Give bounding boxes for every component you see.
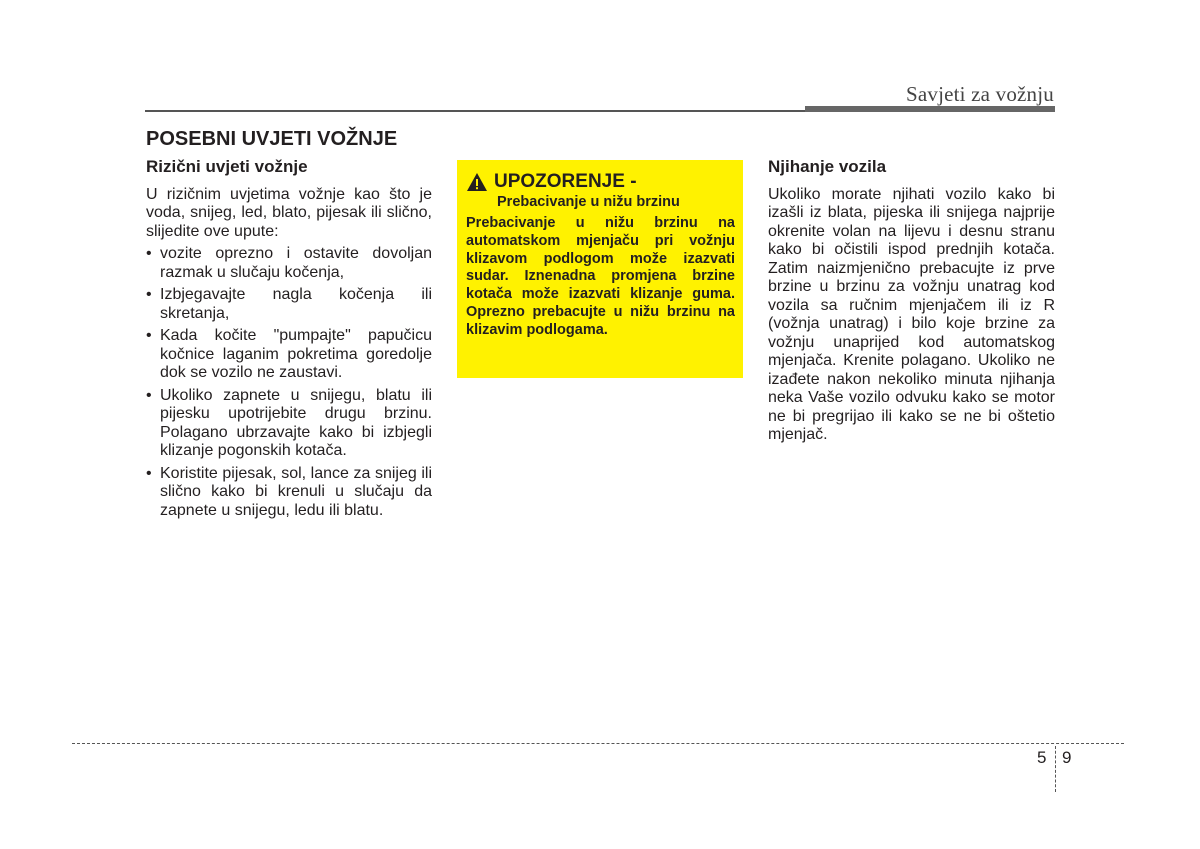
header-title: Savjeti za vožnju: [905, 82, 1054, 106]
footer-rule: [72, 743, 1124, 744]
list-item-text: vozite oprezno i ostavite dovoljan razmak u slučaju kočenja,: [160, 245, 432, 281]
list-item-text: Koristite pijesak, sol, lance za snijeg ili slično kako bi krenuli u slučaju da zapnete u snijegu, ledu ili blatu.: [160, 464, 432, 519]
warning-body: Prebacivanje u nižu brzinu na automatskom mjenjaču pri vožnju klizavom podlogom može izazvati sudar. Iznenadna promjena brzine kotača može izazvati klizanje guma. Oprezno prebacujte u nižu brzinu na klizavim podlogama.: [466, 215, 735, 338]
header-rule-accent: [805, 106, 1055, 112]
warning-title: UPOZORENJE -: [494, 171, 637, 192]
list-item-text: Kada kočite "pumpajte" papučicu kočnice laganim pokretima goredolje dok se vozilo ne zaustavi.: [160, 327, 432, 381]
bullet-dot: •: [146, 286, 152, 303]
bullet-dot: •: [146, 245, 152, 262]
left-heading: Rizični uvjeti vožnje: [146, 157, 308, 176]
list-item: [146, 387, 432, 461]
list-item-text: Izbjegavajte nagla kočenja ili skretanja,: [160, 286, 432, 322]
list-item-text: Ukoliko zapnete u snijegu, blatu ili pijesku upotrijebite drugu brzinu. Polagano ubrzavajte kako bi izbjegli klizanje pogonskih kotača.: [160, 386, 432, 459]
list-item: [146, 245, 432, 282]
left-intro: U rizičnim uvjetima vožnje kao što je voda, snijeg, led, blato, pijesak ili slično, slijedite ove upute:: [146, 185, 432, 240]
hazard-list: [146, 245, 432, 520]
list-item: [146, 286, 432, 323]
chapter-number: 5: [1037, 748, 1047, 767]
header-rule: [145, 110, 805, 112]
list-item: [146, 327, 432, 383]
page-divider: [1055, 746, 1056, 792]
list-item: [146, 465, 432, 521]
warning-header: [466, 171, 735, 193]
warning-box: [457, 160, 743, 378]
right-body: Ukoliko morate njihati vozilo kako bi izašli iz blata, pijeska ili snijega najprije okrenite volan na lijevu i desnu stranu kako bi očistili ispod prednjih kotača. Zatim naizmjenično prebacujte iz prve brzine u brzinu za vožnju unatrag kod vozila sa ručnim mjenjačem ili iz R (vožnja unatrag) i bilo koje brzine za vožnju unaprijed kod automatskog mjenjača. Krenite polagano. Ukoliko ne izađete nakon nekoliko minuta njihanja neka Vaše vozilo odvuku kako se motor ne bi pregrijao ili kako se ne bi oštetio mjenjač.: [768, 185, 1055, 443]
warning-subtitle: Prebacivanje u nižu brzinu: [497, 194, 680, 210]
bullet-dot: •: [146, 386, 152, 404]
section-title: POSEBNI UVJETI VOŽNJE: [146, 128, 398, 150]
right-heading: Njihanje vozila: [768, 157, 887, 176]
warning-triangle-icon: [466, 172, 488, 192]
right-column: [768, 158, 1055, 449]
bullet-dot: •: [146, 327, 152, 344]
left-column: [146, 158, 432, 524]
bullet-dot: •: [146, 464, 152, 482]
page-number: 9: [1062, 748, 1072, 767]
